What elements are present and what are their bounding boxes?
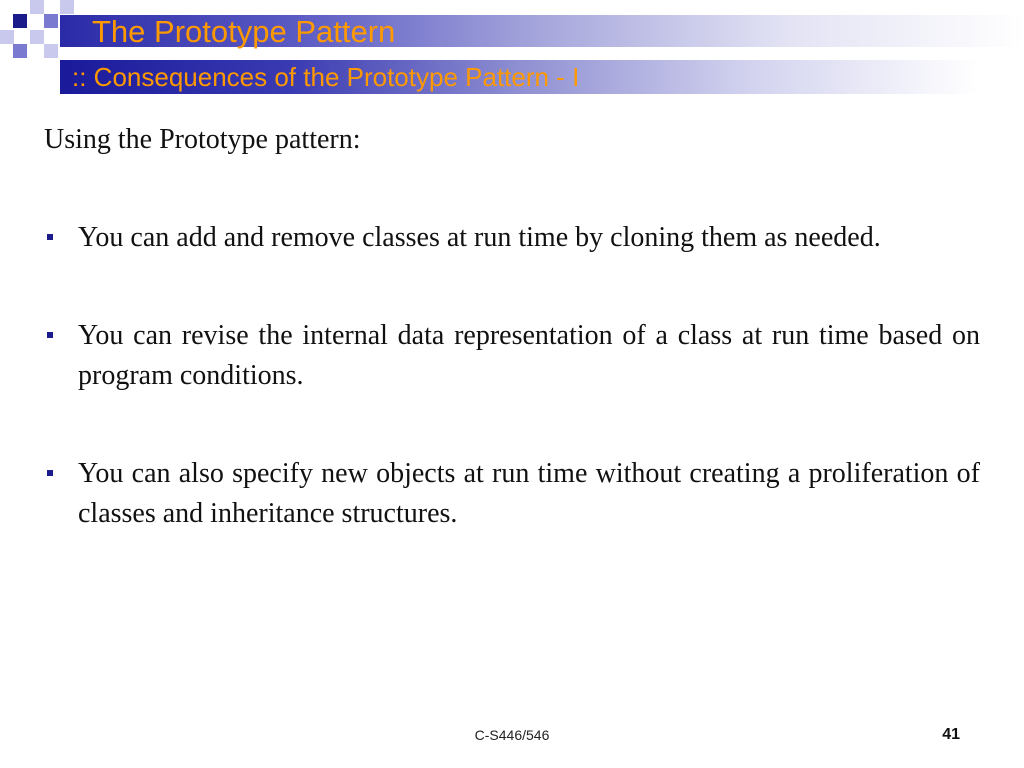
deco-square-light bbox=[0, 30, 14, 44]
deco-square-blue bbox=[13, 44, 27, 58]
list-item bbox=[44, 454, 980, 534]
slide-body bbox=[44, 120, 980, 534]
deco-square-light bbox=[60, 0, 74, 14]
list-item bbox=[44, 316, 980, 396]
deco-square-light bbox=[44, 44, 58, 58]
square-bullet-icon bbox=[47, 470, 53, 476]
deco-square-navy bbox=[13, 14, 27, 28]
square-bullet-icon bbox=[47, 332, 53, 338]
bullet-list bbox=[44, 218, 980, 534]
bullet-text: You can add and remove classes at run time by cloning them as needed. bbox=[78, 222, 881, 253]
bullet-text: You can also specify new objects at run time without creating a proliferation of classes and inheritance structures. bbox=[78, 458, 980, 529]
deco-square-light bbox=[30, 30, 44, 44]
bullet-text: You can revise the internal data representation of a class at run time based on program conditions. bbox=[78, 320, 980, 391]
footer-course: C-S446/546 bbox=[474, 727, 550, 743]
slide-title: The Prototype Pattern bbox=[92, 14, 396, 49]
deco-square-blue bbox=[44, 14, 58, 28]
square-bullet-icon bbox=[47, 234, 53, 240]
slide-subtitle: :: Consequences of the Prototype Pattern - I bbox=[72, 62, 580, 92]
deco-square-light bbox=[30, 0, 44, 14]
list-item bbox=[44, 218, 980, 258]
page-number: 41 bbox=[942, 726, 960, 743]
intro-text: Using the Prototype pattern: bbox=[44, 124, 361, 155]
